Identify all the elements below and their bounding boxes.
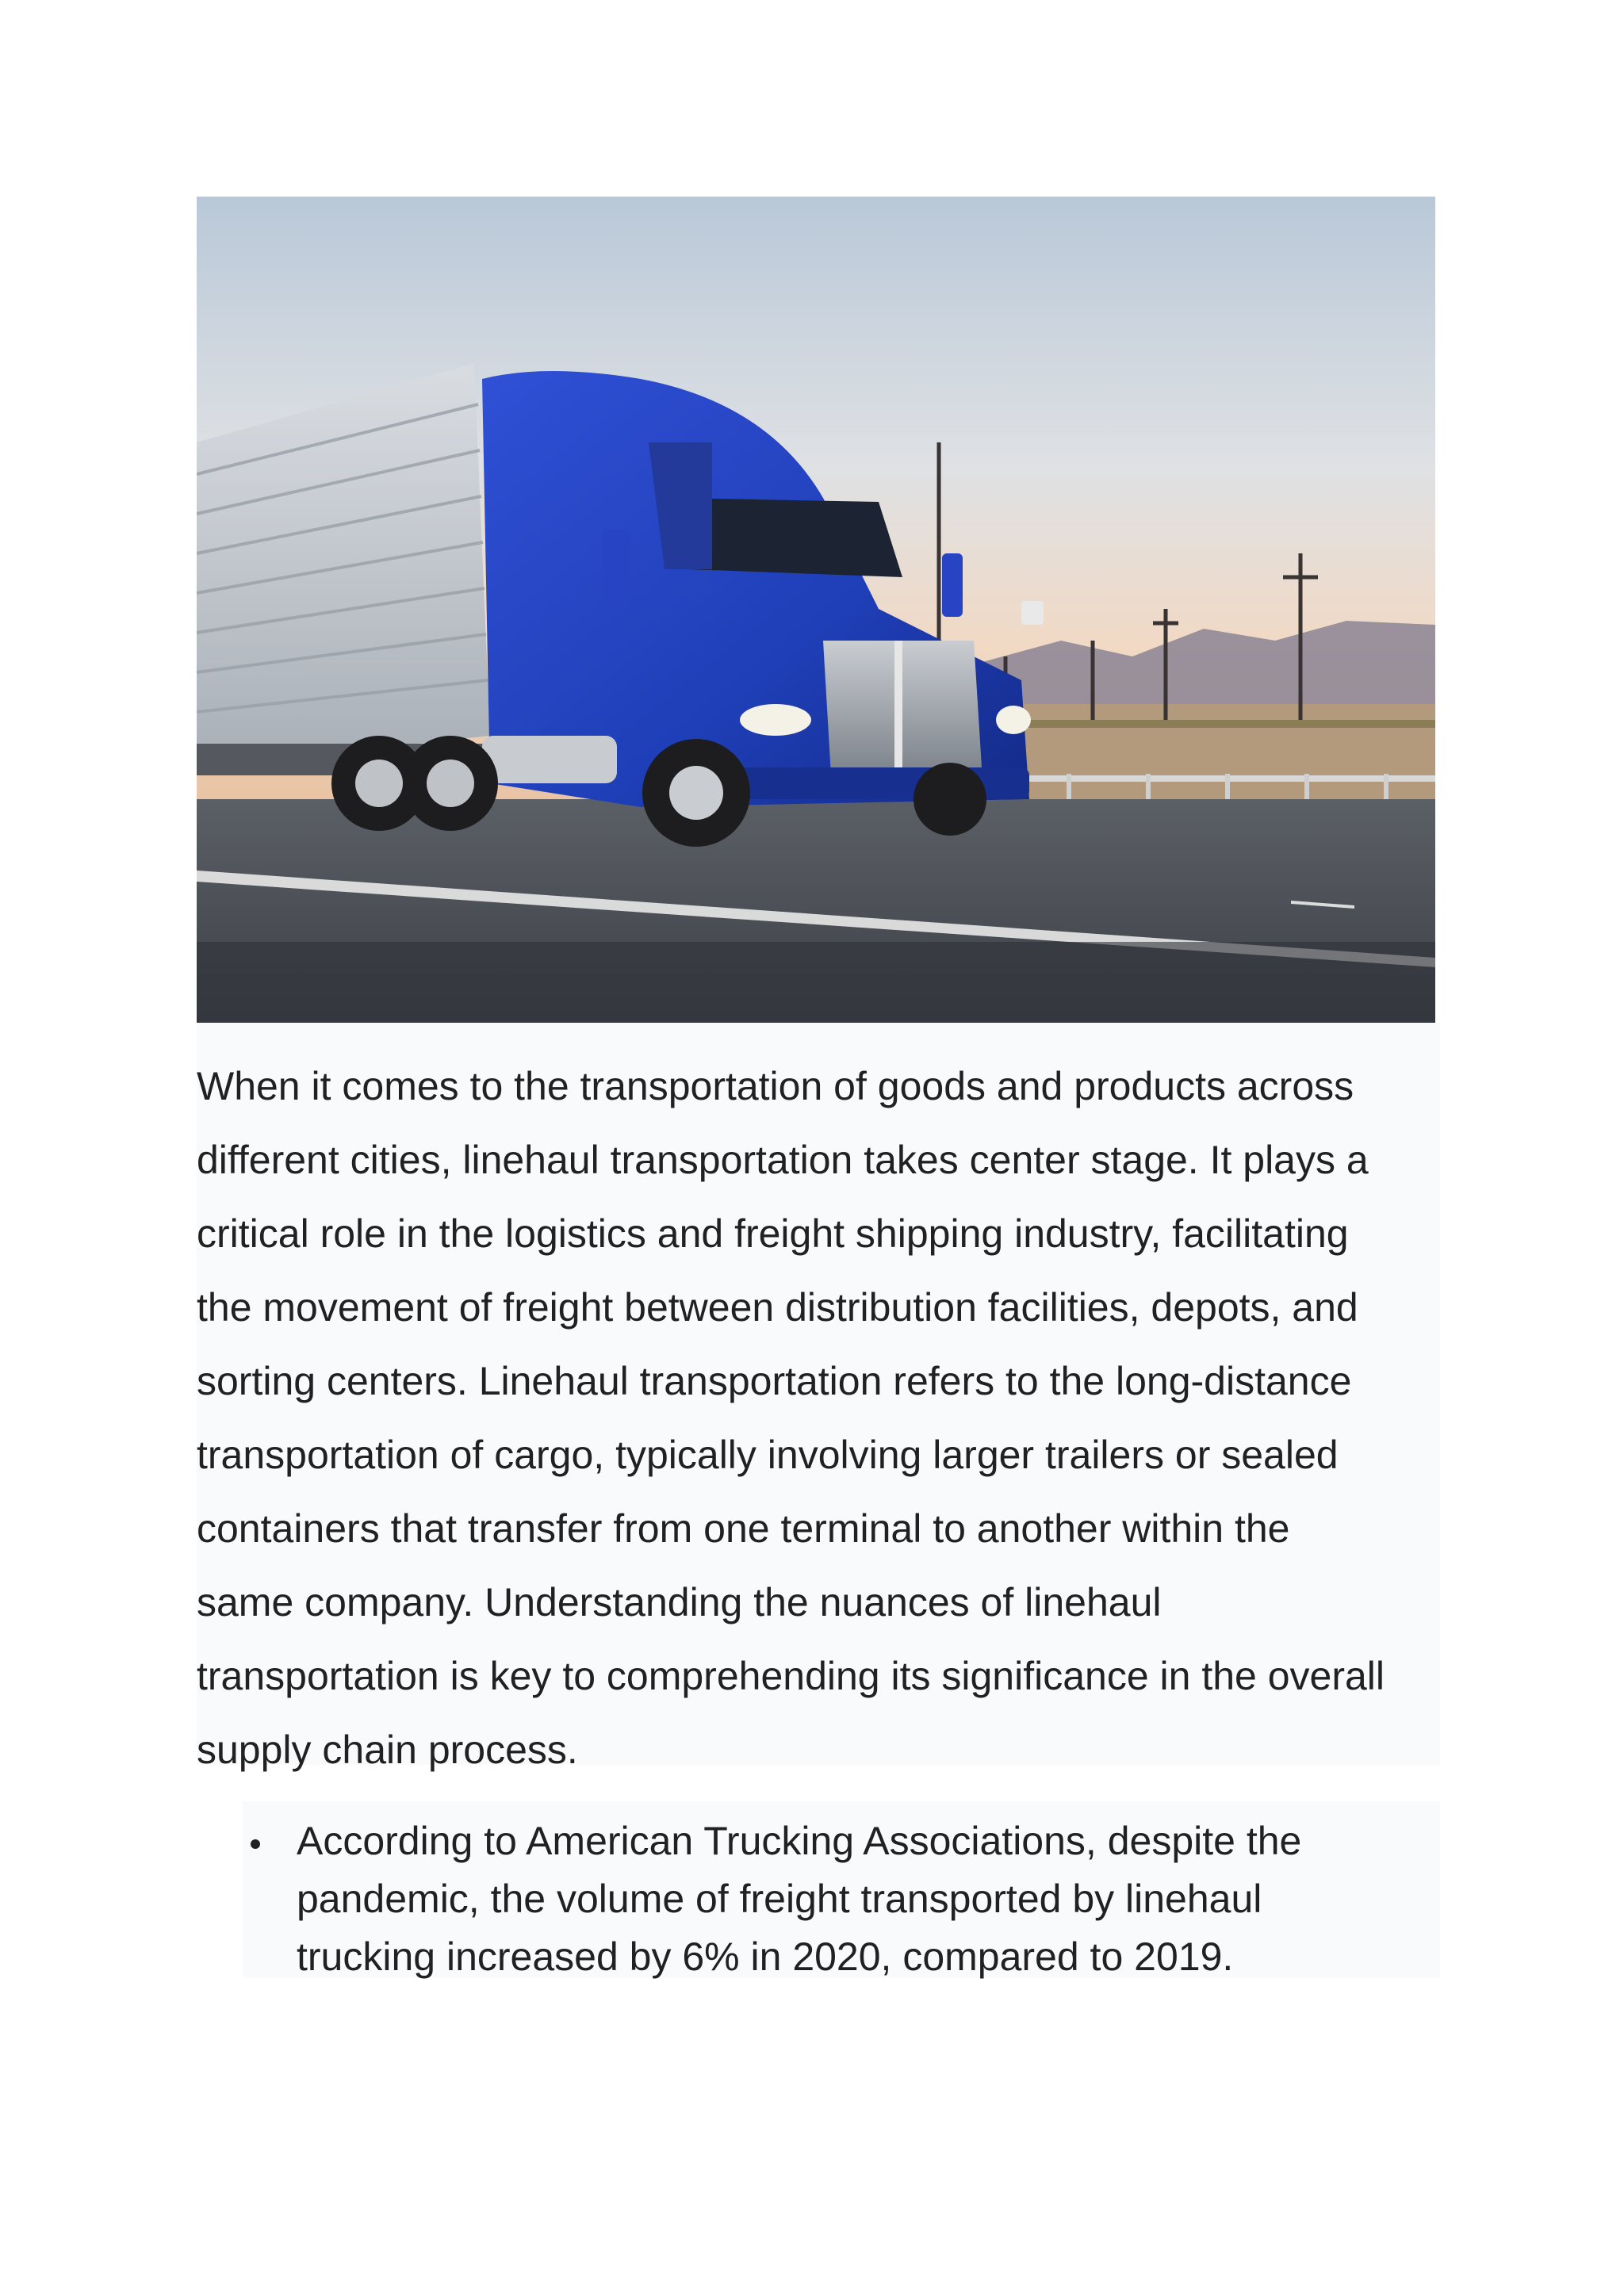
intro-line: different cities, linehaul transportation takes center stage. It plays a <box>197 1138 1369 1182</box>
bullet-line: trucking increased by 6% in 2020, compared to 2019. <box>297 1934 1234 1979</box>
intro-paragraph <box>197 1023 1440 1787</box>
bullet-list <box>243 1801 1440 1986</box>
intro-line: critical role in the logistics and freight shipping industry, facilitating <box>197 1211 1349 1256</box>
intro-line: transportation is key to comprehending its significance in the overall <box>197 1654 1385 1698</box>
bullet-list-block <box>243 1801 1440 1977</box>
intro-line: supply chain process. <box>197 1728 578 1772</box>
intro-line: containers that transfer from one terminal to another within the <box>197 1506 1290 1551</box>
bullet-dot-icon <box>251 1839 260 1849</box>
intro-line: the movement of freight between distribution facilities, depots, and <box>197 1285 1358 1330</box>
truck-illustration <box>197 197 1435 1023</box>
intro-line: same company. Understanding the nuances of linehaul <box>197 1580 1162 1624</box>
intro-paragraph-block <box>197 1023 1440 1772</box>
intro-line: sorting centers. Linehaul transportation refers to the long-distance <box>197 1359 1352 1403</box>
intro-line: When it comes to the transportation of goods and products across <box>197 1064 1354 1108</box>
list-item <box>243 1801 1440 1986</box>
intro-line: transportation of cargo, typically involving larger trailers or sealed <box>197 1433 1339 1477</box>
bullet-line: According to American Trucking Associations, despite the <box>297 1819 1302 1863</box>
bullet-line: pandemic, the volume of freight transported by linehaul <box>297 1877 1262 1921</box>
truck-photo <box>197 197 1435 1023</box>
